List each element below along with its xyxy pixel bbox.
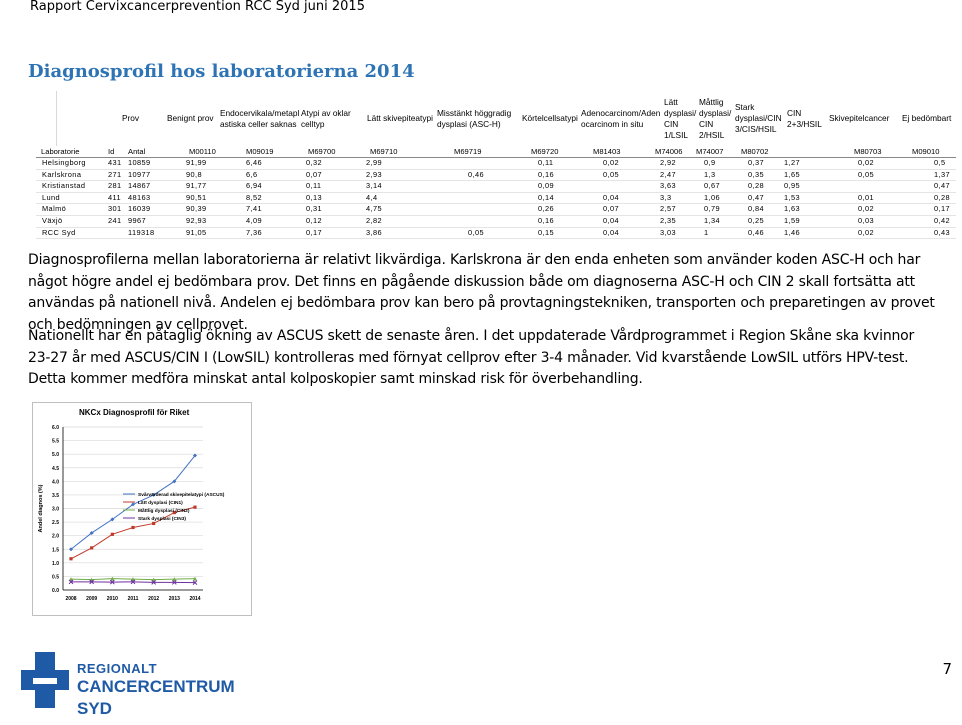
header-cin23: CIN 2+3/HSIL bbox=[787, 107, 822, 129]
chart-title: NKCx Diagnosprofil för Riket bbox=[79, 408, 190, 417]
y-axis-label: Andel diagnos (%) bbox=[38, 484, 44, 533]
chart-svg bbox=[33, 403, 251, 615]
logo-text-regionalt: REGIONALT bbox=[77, 661, 158, 676]
logo-mark-icon bbox=[21, 652, 69, 708]
rcc-syd-logo bbox=[19, 650, 235, 725]
nkcx-line-chart bbox=[32, 402, 252, 616]
table-header-row bbox=[56, 91, 956, 146]
x-tick-label: 2012 bbox=[148, 596, 160, 602]
y-tick-label: 4.5 bbox=[52, 465, 59, 472]
header-skivepitelcancer: Skivepitelcancer bbox=[829, 113, 890, 123]
y-tick-label: 1.5 bbox=[52, 547, 59, 554]
code-m09019: M09019 bbox=[246, 147, 274, 156]
code-m69720: M69720 bbox=[531, 147, 559, 156]
table-row: Karlskrona 271 10977 90,8 6,6 0,07 2,93 0,46 0,16 0,05 2,47 1,3 0,35 1,65 0,05 1,37 bbox=[36, 170, 956, 182]
header-ej-bedombart: Ej bedömbart bbox=[902, 113, 952, 123]
code-m69710: M69710 bbox=[370, 147, 398, 156]
series-line bbox=[71, 507, 195, 559]
document-header: Rapport Cervixcancerprevention RCC Syd juni 2015 bbox=[30, 0, 365, 14]
code-m74007: M74007 bbox=[696, 147, 724, 156]
table-row: Lund 411 48163 90,51 8,52 0,13 4,4 0,14 0,04 3,3 1,06 0,47 1,53 0,01 0,28 bbox=[36, 193, 956, 205]
data-point bbox=[131, 526, 134, 529]
code-m69719: M69719 bbox=[454, 147, 482, 156]
legend-label: Stark dysplasi (CIN3) bbox=[138, 517, 186, 522]
header-latt-skivepitel: Lätt skivepiteatypi bbox=[367, 113, 433, 123]
section-title: Diagnosprofil hos laboratorierna 2014 bbox=[28, 61, 415, 82]
code-m81403: M81403 bbox=[593, 147, 621, 156]
legend-label: Lätt dysplasi (CIN1) bbox=[138, 501, 183, 506]
x-tick-label: 2009 bbox=[86, 596, 98, 602]
y-tick-label: 3.5 bbox=[52, 492, 59, 499]
y-tick-label: 5.0 bbox=[52, 452, 59, 459]
x-tick-label: 2013 bbox=[168, 596, 180, 602]
table-row: Växjö 241 9967 92,93 4,09 0,12 2,82 0,16 0,04 2,35 1,34 0,25 1,59 0,03 0,42 bbox=[36, 216, 956, 228]
x-tick-label: 2014 bbox=[189, 596, 201, 602]
y-tick-label: 0.5 bbox=[52, 574, 59, 581]
legend-label: Måttlig dysplasi (CIN2) bbox=[138, 509, 190, 514]
header-benignt: Benignt prov bbox=[167, 113, 214, 123]
legend-label: Svårvärderad skivepitelatypi (ASCUS) bbox=[138, 493, 225, 498]
y-tick-label: 2.0 bbox=[52, 533, 59, 540]
code-m00110: M00110 bbox=[189, 147, 216, 156]
header-adenocarcinom: Adenocarcinom/Aden ocarcinom in situ bbox=[581, 107, 661, 129]
table-body bbox=[36, 158, 956, 239]
y-tick-label: 3.0 bbox=[52, 506, 59, 513]
code-m80702: M80702 bbox=[741, 147, 769, 156]
code-m80703: M80703 bbox=[854, 147, 882, 156]
x-tick-label: 2010 bbox=[106, 596, 118, 602]
code-antal: Antal bbox=[128, 147, 146, 156]
data-point bbox=[193, 506, 196, 509]
x-tick-label: 2011 bbox=[127, 596, 139, 602]
header-prov: Prov bbox=[122, 113, 140, 123]
page-number: 7 bbox=[942, 660, 952, 678]
x-tick-label: 2008 bbox=[65, 596, 77, 602]
header-atypi: Atypi av oklar celltyp bbox=[301, 107, 351, 129]
header-cin3: Stark dysplasi/CIN 3/CIS/HSIL bbox=[735, 102, 782, 134]
code-m74006: M74006 bbox=[655, 147, 683, 156]
logo-graphic bbox=[19, 650, 235, 720]
y-tick-label: 5.5 bbox=[52, 438, 59, 445]
y-tick-label: 2.5 bbox=[52, 520, 59, 527]
header-endocervikala: Endocervikala/metapl astiska celler saknas bbox=[220, 107, 300, 129]
code-m69700: M69700 bbox=[308, 147, 336, 156]
y-tick-label: 0.0 bbox=[52, 588, 59, 594]
y-tick-label: 6.0 bbox=[52, 425, 59, 431]
header-cin2: Måttlig dysplasi/ CIN 2/HSIL bbox=[699, 96, 732, 140]
header-kortelcell: Körtelcellsatypi bbox=[522, 113, 578, 123]
table-row: Malmö 301 16039 90,39 7,41 0,31 4,75 0,26 0,07 2,57 0,79 0,84 1,63 0,02 0,17 bbox=[36, 204, 956, 216]
data-point bbox=[69, 557, 72, 560]
data-point bbox=[90, 546, 93, 549]
table-code-row bbox=[36, 145, 956, 158]
table-row: RCC Syd 119318 91,05 7,36 0,17 3,86 0,05 0,15 0,04 3,03 1 0,46 1,46 0,02 0,43 bbox=[36, 228, 956, 240]
header-cin1: Lätt dysplasi/ CIN 1/LSIL bbox=[664, 96, 697, 140]
code-laboratorie: Laboratorie bbox=[41, 147, 80, 156]
logo-text-cancercentrum: CANCERCENTRUM bbox=[77, 677, 235, 696]
paragraph-ascus-trend: Nationellt har en påtaglig ökning av ASCUS skett de senaste åren. I det uppdaterade Vårdprogrammet i Region Skåne ska kvinnor 23-27 år med ASCUS/CIN I (LowSIL) kontrolleras med förnyat cellprov efter 3-4 månader. Vid kvarstående LowSIL utförs HPV-test. Detta kommer medföra minskat antal kolposkopier samt minskad risk för överbehandling. bbox=[28, 328, 915, 387]
y-tick-label: 4.0 bbox=[52, 479, 59, 486]
table-row: Kristianstad 281 14867 91,77 6,94 0,11 3,14 0,09 3,63 0,67 0,28 0,95 0,47 bbox=[36, 181, 956, 193]
code-id: Id bbox=[108, 147, 115, 156]
code-m09010: M09010 bbox=[912, 147, 940, 156]
logo-text-syd: SYD bbox=[77, 699, 112, 718]
table-row: Helsingborg 431 10859 91,99 6,46 0,32 2,99 0,11 0,02 2,92 0,9 0,37 1,27 0,02 0,5 bbox=[36, 158, 956, 170]
y-tick-label: 1.0 bbox=[52, 560, 59, 567]
header-asc-h: Misstänkt höggradig dysplasi (ASC-H) bbox=[437, 107, 512, 129]
data-point bbox=[152, 522, 155, 525]
data-point bbox=[111, 533, 114, 536]
paragraph-diagnosis-profiles: Diagnosprofilerna mellan laboratorierna är relativt likvärdiga. Karlskrona är den enda enheten som använder koden ASC-H och har något högre andel ej bedömbara prov. Det finns en pågående diskussion både om diagnoserna ASC-H och CIN 2 skall fortsätta att användas på nationell nivå. Andelen ej bedömbara prov kan bero på provtagningstekniken, transporten och preparetingen av provet och bedömningen av cellprovet. bbox=[28, 252, 935, 333]
diagnosis-profile-table bbox=[36, 91, 956, 237]
